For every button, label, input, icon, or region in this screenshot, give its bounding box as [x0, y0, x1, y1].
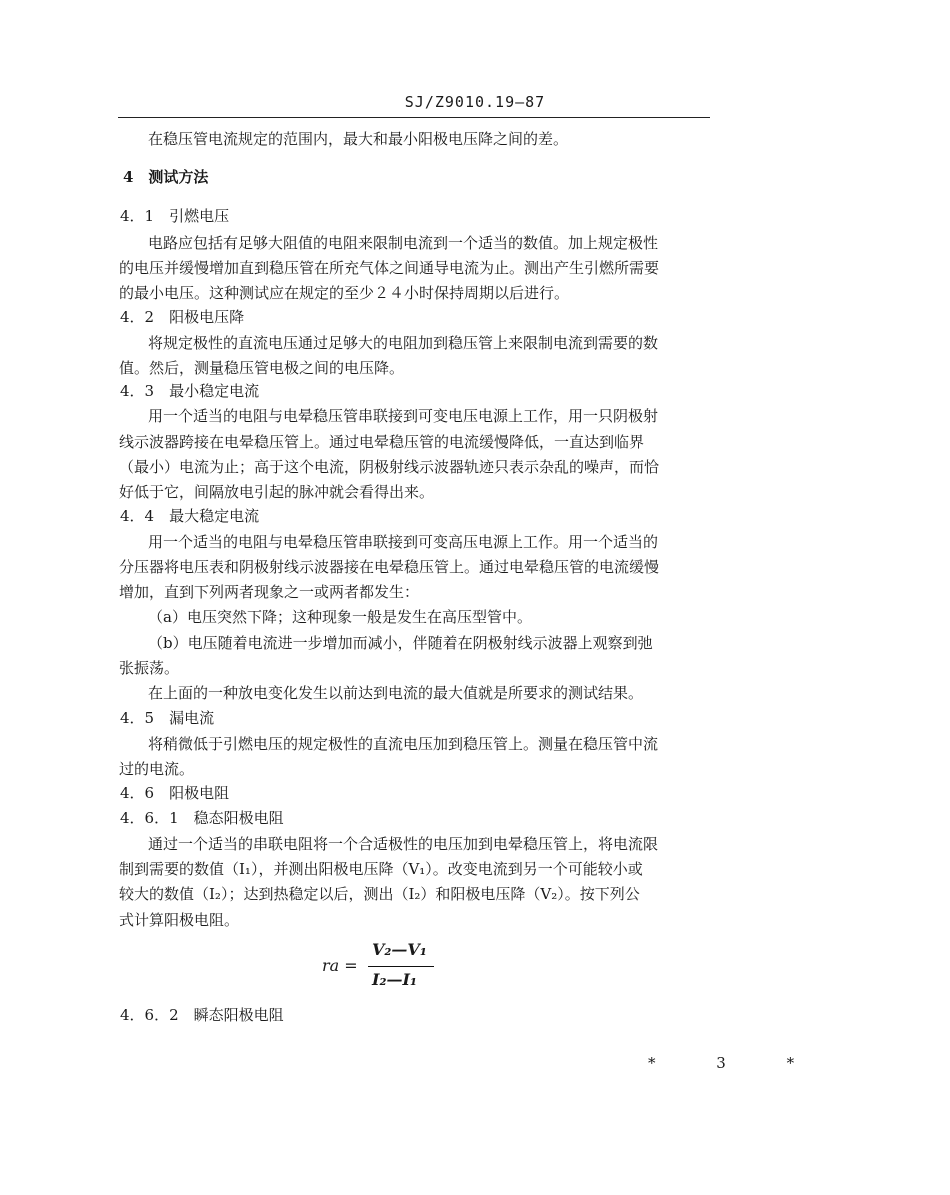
section-heading: 4．4 最大稳定电流 [120, 507, 260, 525]
text-line: 在上面的一种放电变化发生以前达到电流的最大值就是所要求的测试结果。 [148, 684, 644, 702]
text-line: 值。然后，测量稳压管电极之间的电压降。 [119, 359, 405, 377]
section-heading: 4．6 阳极电阻 [120, 784, 230, 802]
text-line: 增加，直到下列两者现象之一或两者都发生： [119, 583, 420, 601]
text-line: 制到需要的数值（I₁），并测出阳极电压降（V₁）。改变电流到另一个可能较小或 [119, 860, 643, 878]
formula-numerator: V₂—V₁ [372, 940, 427, 959]
text-line: 通过一个适当的串联电阻将一个合适极性的电压加到电晕稳压管上，将电流限 [148, 835, 659, 853]
text-line: 张振荡。 [119, 659, 180, 677]
formula-denominator: I₂—I₁ [372, 970, 417, 989]
text-line: 分压器将电压表和阴极射线示波器接在电晕稳压管上。通过电晕稳压管的电流缓慢 [119, 558, 660, 576]
page-number: * 3 * [648, 1054, 823, 1072]
text-line: 的电压并缓慢增加直到稳压管在所充气体之间通导电流为止。测出产生引燃所需要 [119, 259, 660, 277]
standard-number-header: SJ/Z9010.19—87 [404, 93, 546, 111]
text-line: 过的电流。 [119, 760, 195, 778]
formula-lhs: ra = [322, 956, 358, 975]
text-line: 式计算阳极电阻。 [119, 911, 240, 929]
section-heading: 4．5 漏电流 [120, 709, 215, 727]
text-line: 将稍微低于引燃电压的规定极性的直流电压加到稳压管上。测量在稳压管中流 [148, 735, 659, 753]
fraction-bar [368, 966, 434, 967]
text-line: 线示波器跨接在电晕稳压管上。通过电晕稳压管的电流缓慢降低，一直达到临界 [119, 433, 645, 451]
text-line: 在稳压管电流规定的范围内，最大和最小阳极电压降之间的差。 [148, 130, 569, 148]
header-rule [118, 117, 710, 118]
text-line: 较大的数值（I₂）；达到热稳定以后，测出（I₂）和阳极电压降（V₂）。按下列公 [119, 885, 640, 903]
text-line: 将规定极性的直流电压通过足够大的电阻加到稳压管上来限制电流到需要的数 [148, 334, 659, 352]
text-line: 好低于它，间隔放电引起的脉冲就会看得出来。 [119, 483, 435, 501]
section-heading: 4．2 阳极电压降 [120, 308, 245, 326]
section-heading: 4．3 最小稳定电流 [120, 382, 260, 400]
text-line: 电路应包括有足够大阻值的电阻来限制电流到一个适当的数值。加上规定极性 [148, 234, 659, 252]
section-heading: 4．6．2 瞬态阳极电阻 [120, 1006, 284, 1024]
text-line: 用一个适当的电阻与电晕稳压管串联接到可变高压电源上工作。用一个适当的 [148, 533, 659, 551]
section-heading: 4 测试方法 [123, 168, 209, 186]
text-line: 用一个适当的电阻与电晕稳压管串联接到可变电压电源上工作，用一只阴极射 [148, 407, 659, 425]
text-line: 的最小电压。这种测试应在规定的至少２４小时保持周期以后进行。 [119, 284, 570, 302]
text-line: （a）电压突然下降；这种现象一般是发生在高压型管中。 [148, 608, 532, 626]
section-heading: 4．6．1 稳态阳极电阻 [120, 809, 284, 827]
section-heading: 4．1 引燃电压 [120, 207, 230, 225]
anode-resistance-formula [322, 940, 462, 996]
text-line: （最小）电流为止；高于这个电流，阴极射线示波器轨迹只表示杂乱的噪声，而恰 [119, 458, 660, 476]
text-line: （b）电压随着电流进一步增加而减小，伴随着在阴极射线示波器上观察到弛 [148, 634, 653, 652]
